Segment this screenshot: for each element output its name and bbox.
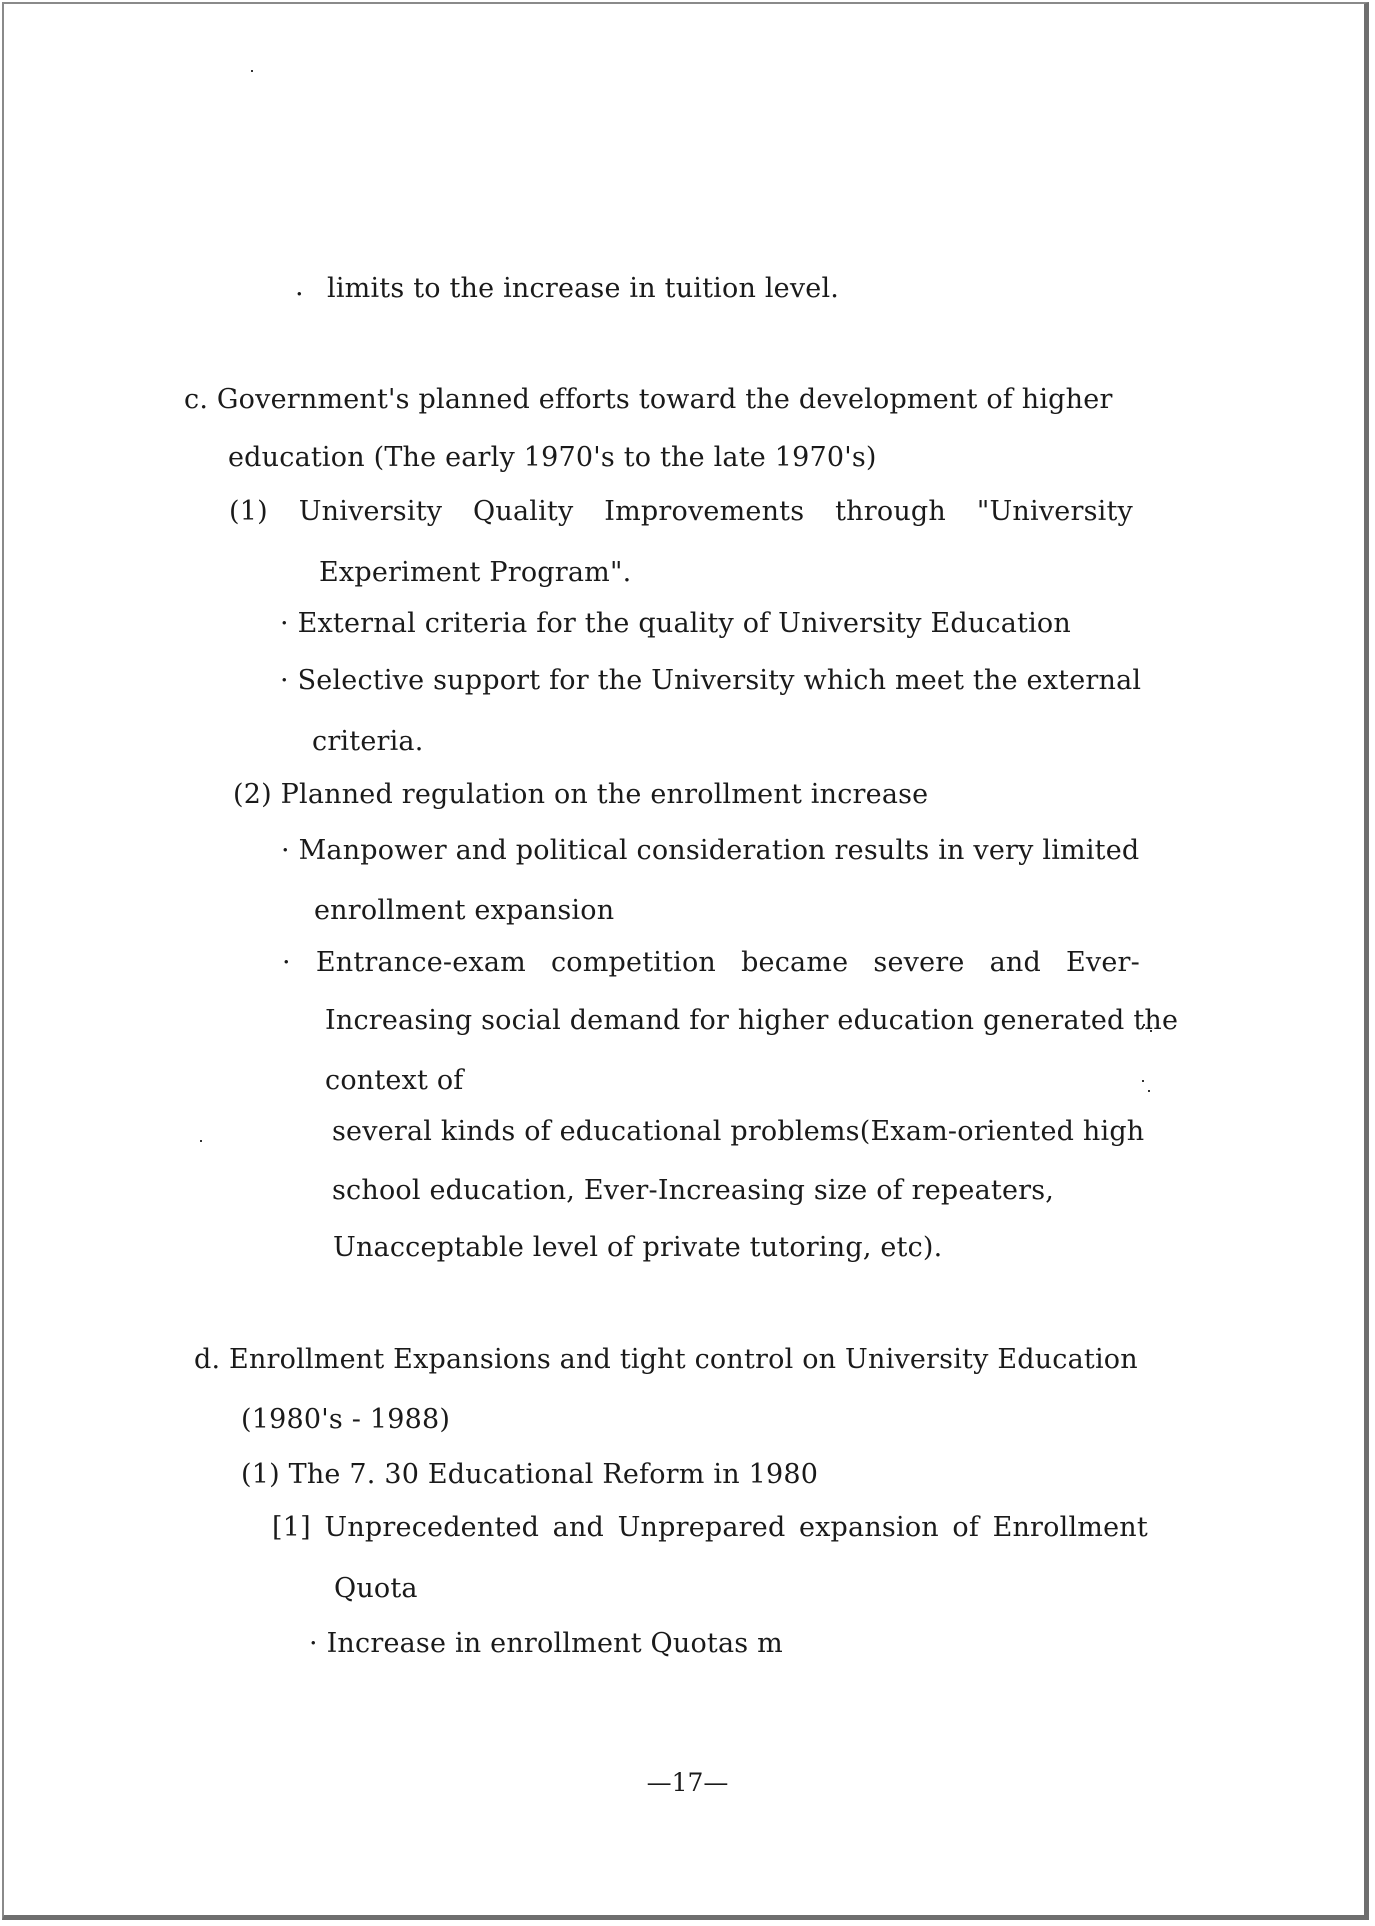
scan-speck xyxy=(1142,1080,1144,1082)
bullet-item-cont: enrollment expansion xyxy=(314,895,615,926)
item-d1-heading: (1) The 7. 30 Educational Reform in 1980 xyxy=(241,1459,819,1490)
word: University xyxy=(298,496,443,527)
page-number: —17— xyxy=(646,1768,729,1797)
scan-speck xyxy=(200,1140,202,1142)
bullet-item-cont: Unacceptable level of private tutoring, etc). xyxy=(333,1232,943,1263)
word: of xyxy=(952,1512,980,1543)
item-d1-1-heading-cont: Quota xyxy=(334,1573,418,1604)
word: and xyxy=(552,1512,605,1543)
word: Ever- xyxy=(1066,947,1140,978)
bullet-item: · External criteria for the quality of University Education xyxy=(280,608,1071,639)
word: and xyxy=(989,947,1041,978)
bullet-item-cont: several kinds of educational problems(Exam-oriented high xyxy=(332,1116,1145,1147)
item-c2-heading: (2) Planned regulation on the enrollment increase xyxy=(233,779,929,810)
item-number: (1) xyxy=(229,496,268,527)
bullet-item-cont: Increasing social demand for higher education generated the xyxy=(325,1005,1179,1036)
section-d-heading-cont: (1980's - 1988) xyxy=(241,1404,451,1435)
bullet-item: · Selective support for the University which meet the external xyxy=(280,665,1142,696)
word: competition xyxy=(550,947,717,978)
text-line: limits to the increase in tuition level. xyxy=(327,273,840,304)
word: Entrance-exam xyxy=(315,947,526,978)
item-c1-heading-cont: Experiment Program". xyxy=(319,557,632,588)
scan-speck xyxy=(251,70,253,72)
word: through xyxy=(835,496,946,527)
bullet-item-cont: school education, Ever-Increasing size of repeaters, xyxy=(332,1175,1055,1206)
section-d-heading: d. Enrollment Expansions and tight control on University Education xyxy=(194,1344,1138,1375)
scan-speck xyxy=(1148,1090,1150,1092)
word: Unprecedented xyxy=(324,1512,540,1543)
word: severe xyxy=(873,947,965,978)
bullet-dot: . xyxy=(295,271,304,302)
word: Unprepared xyxy=(617,1512,786,1543)
bullet-item: · Manpower and political consideration results in very limited xyxy=(281,835,1140,866)
word: Quality xyxy=(473,496,574,527)
section-c-heading: c. Government's planned efforts toward the development of higher xyxy=(184,384,1113,415)
word: became xyxy=(741,947,849,978)
bullet-item-cont: context of xyxy=(325,1065,464,1096)
bullet-item-justified xyxy=(282,946,1140,980)
bullet-item-cont: criteria. xyxy=(312,726,424,757)
bullet-item: · Increase in enrollment Quotas m xyxy=(309,1628,783,1659)
bullet: · xyxy=(282,947,291,978)
word: "University xyxy=(976,496,1133,527)
word: expansion xyxy=(798,1512,939,1543)
item-number: [1] xyxy=(272,1512,311,1543)
item-c1-heading xyxy=(229,495,1133,529)
section-c-heading-cont: education (The early 1970's to the late 1970's) xyxy=(228,442,877,473)
word: Enrollment xyxy=(992,1512,1148,1543)
item-d1-1-heading xyxy=(272,1511,1148,1545)
word: Improvements xyxy=(604,496,805,527)
